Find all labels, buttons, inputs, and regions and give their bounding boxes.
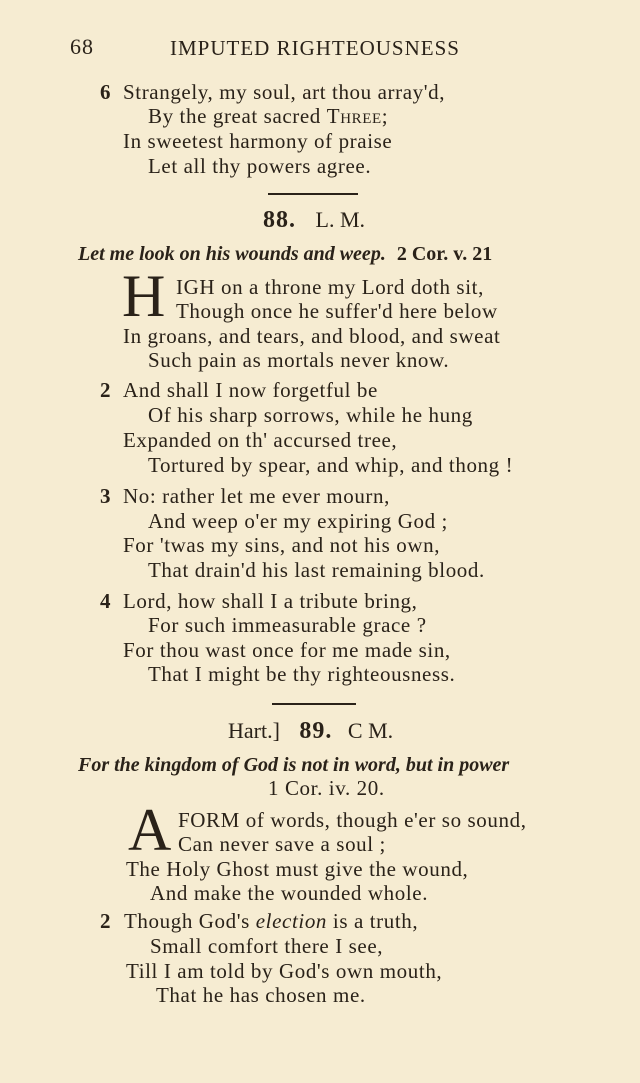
epigraph-text: Let me look on his wounds and weep.: [78, 243, 386, 265]
verse-line: The Holy Ghost must give the wound,: [126, 857, 469, 881]
verse-line: Such pain as mortals never know.: [148, 348, 450, 372]
verse-line: Expanded on th' accursed tree,: [123, 428, 398, 452]
verse-line: Strangely, my soul, art thou array'd,: [123, 80, 446, 104]
hymn-meter: L. M.: [315, 207, 365, 232]
verse-line: No: rather let me ever mourn,: [123, 484, 390, 508]
verse-line: Though once he suffer'd here below: [176, 299, 498, 323]
verse-line: FORM of words, though e'er so sound,: [178, 808, 527, 832]
verse-line: And make the wounded whole.: [150, 881, 429, 905]
running-title: IMPUTED RIGHTEOUSNESS: [170, 36, 460, 60]
verse-line: In sweetest harmony of praise: [123, 129, 393, 153]
verse-line: By the great sacred Three;: [148, 104, 389, 128]
verse-number: 2: [100, 378, 111, 402]
verse-line: And weep o'er my expiring God ;: [148, 509, 448, 533]
verse-line: Let all thy powers agree.: [148, 154, 372, 178]
verse-line: Can never save a soul ;: [178, 832, 386, 856]
verse-line: Of his sharp sorrows, while he hung: [148, 403, 473, 427]
verse-line: That I might be thy righteousness.: [148, 662, 456, 686]
verse-line: Lord, how shall I a tribute bring,: [123, 589, 418, 613]
verse-number: 3: [100, 484, 111, 508]
section-divider: [272, 703, 356, 705]
verse-line: For such immeasurable grace ?: [148, 613, 427, 637]
verse-line: In groans, and tears, and blood, and sweat: [123, 324, 501, 348]
page-number: 68: [70, 34, 94, 59]
hymn-heading: [228, 718, 393, 745]
drop-cap: H: [122, 263, 166, 329]
hymn-number: 89.: [299, 718, 333, 744]
scripture-reference: 2 Cor. v. 21: [396, 243, 493, 265]
verse-line: And shall I now forgetful be: [123, 378, 378, 402]
section-divider: [268, 193, 358, 195]
verse-number: 4: [100, 589, 111, 613]
verse-number: 2: [100, 909, 111, 933]
drop-cap: A: [128, 797, 172, 863]
hymn-heading: [263, 207, 365, 234]
verse-line: Till I am told by God's own mouth,: [126, 959, 443, 983]
verse-line: Small comfort there I see,: [150, 934, 384, 958]
verse-line: For thou wast once for me made sin,: [123, 638, 451, 662]
scripture-reference: 1 Cor. iv. 20.: [268, 776, 385, 800]
verse-line: Though God's election is a truth,: [124, 909, 419, 933]
verse-line: Tortured by spear, and whip, and thong !: [148, 453, 514, 477]
verse-number: 6: [100, 80, 111, 104]
hymn-epigraph: For the kingdom of God is not in word, but in power: [78, 754, 510, 776]
page-header: [70, 34, 545, 70]
hymn-number: 88.: [263, 207, 296, 233]
hymn-meter: C M.: [347, 718, 394, 743]
hymn-author: Hart.]: [228, 718, 280, 743]
verse-line: For 'twas my sins, and not his own,: [123, 533, 441, 557]
verse-line: IGH on a throne my Lord doth sit,: [176, 275, 484, 299]
verse-line: That he has chosen me.: [156, 983, 366, 1007]
verse-line: That drain'd his last remaining blood.: [148, 558, 485, 582]
